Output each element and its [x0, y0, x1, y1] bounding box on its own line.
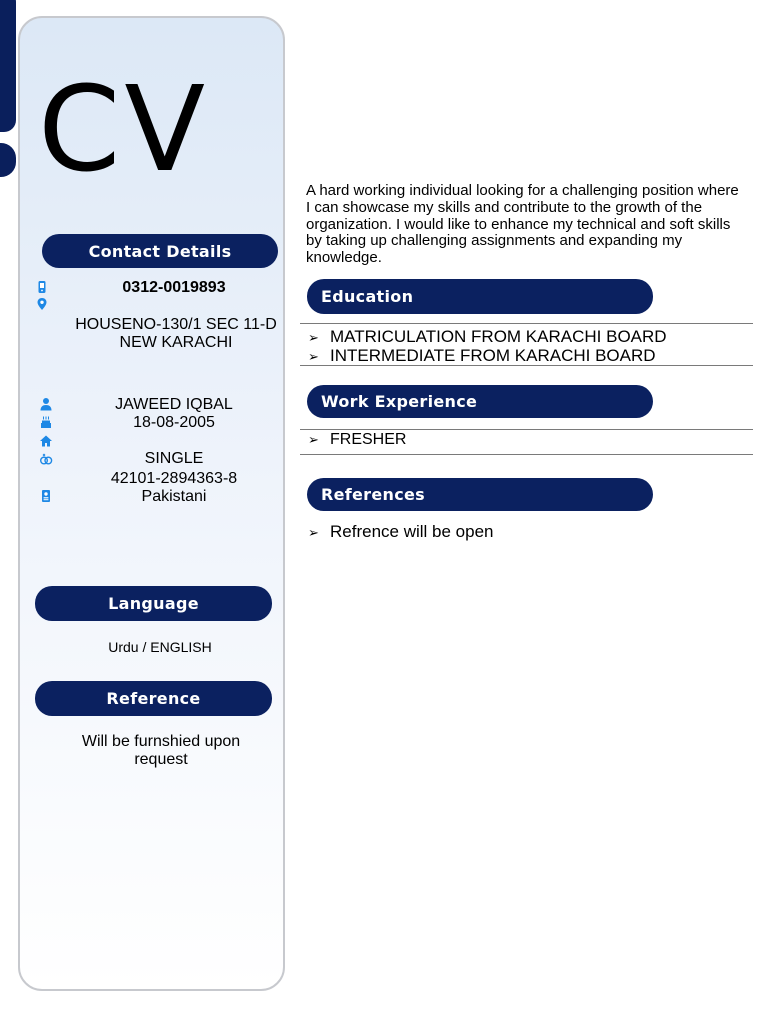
reference-value: Will be furnshied upon request — [81, 733, 241, 768]
experience-item-text: FRESHER — [330, 431, 407, 448]
father-name: JAWEED IQBAL — [115, 396, 233, 413]
nationality: Pakistani — [141, 488, 207, 505]
education-heading: Education — [307, 279, 653, 314]
experience-item — [308, 430, 406, 449]
objective-paragraph: A hard working individual looking for a challenging position where I can showcase my skills and contribute to the growth of the organization. I would like to enhance my technical and soft skills by taking up challenging assignments and expanding my knowledge. — [306, 182, 739, 267]
decorative-tab-top — [0, 0, 16, 132]
decorative-tab-bottom — [0, 143, 16, 177]
language-heading: Language — [35, 586, 272, 621]
education-item — [308, 346, 656, 366]
reference-heading: Reference — [35, 681, 272, 716]
divider — [300, 454, 753, 455]
references-heading: References — [307, 478, 653, 511]
bullet-arrow-icon: ➢ — [308, 349, 319, 364]
bullet-arrow-icon: ➢ — [308, 525, 319, 540]
address: HOUSENO-130/1 SEC 11-D NEW KARACHI — [75, 316, 277, 351]
home-icon — [39, 434, 53, 448]
birthday-cake-icon — [39, 415, 53, 429]
education-item-text: MATRICULATION FROM KARACHI BOARD — [330, 327, 667, 346]
contact-details-heading: Contact Details — [42, 234, 278, 268]
location-icon — [35, 297, 49, 311]
bullet-arrow-icon: ➢ — [308, 330, 319, 345]
education-item — [308, 327, 667, 347]
rings-icon — [39, 452, 53, 466]
marital-status: SINGLE — [144, 450, 204, 467]
cnic-number: 42101-2894363-8 — [110, 470, 238, 487]
bullet-arrow-icon: ➢ — [308, 432, 319, 447]
references-item — [308, 522, 493, 542]
phone-number: 0312-0019893 — [122, 279, 226, 296]
language-value: Urdu / ENGLISH — [108, 639, 212, 655]
id-card-icon — [39, 489, 53, 503]
divider — [300, 365, 753, 366]
education-item-text: INTERMEDIATE FROM KARACHI BOARD — [330, 346, 656, 365]
references-item-text: Refrence will be open — [330, 522, 494, 541]
divider — [300, 323, 753, 324]
date-of-birth: 18-08-2005 — [133, 414, 215, 431]
work-experience-heading: Work Experience — [307, 385, 653, 418]
person-icon — [39, 397, 53, 411]
phone-icon — [35, 280, 49, 294]
cv-title: CV — [38, 60, 210, 198]
